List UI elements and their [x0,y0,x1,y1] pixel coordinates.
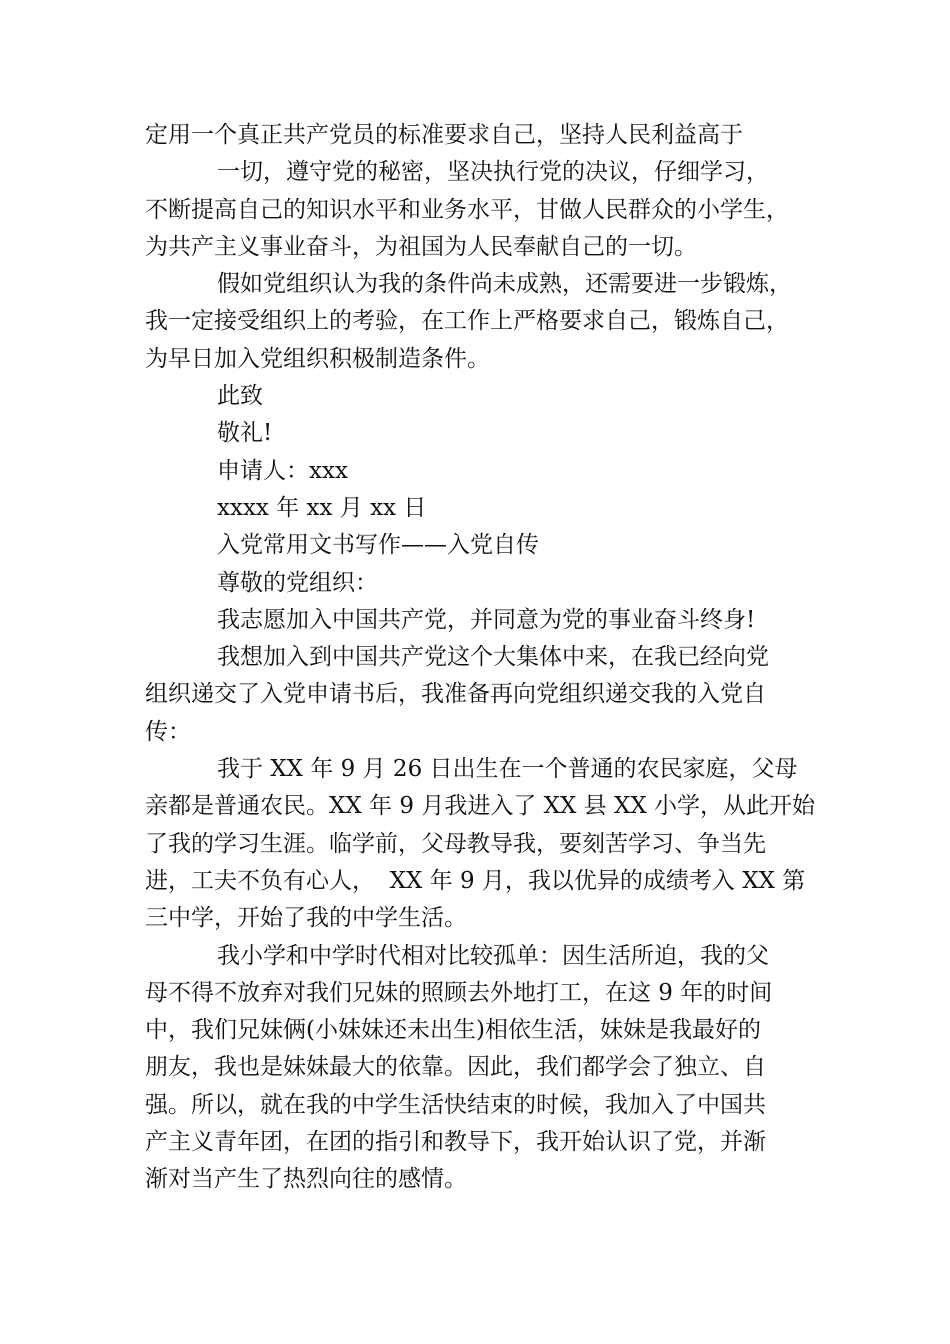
salutation: 尊敬的党组织： [217,569,378,596]
text-line: 不断提高自己的知识水平和业务水平，甘做人民群众的小学生， [145,196,789,223]
text-line: 我于 XX 年 9 月 26 日出生在一个普通的农民家庭，父母 [217,756,798,783]
text-line: 中，我们兄妹俩(小妹妹还未出生)相依生活，妹妹是我最好的 [145,1017,761,1044]
applicant-line: 申请人：xxx [217,457,348,484]
text-line: 我小学和中学时代相对比较孤单：因生活所迫，我的父 [217,942,769,969]
text-line: 我一定接受组织上的考验，在工作上严格要求自己，锻炼自己， [145,308,789,335]
text-line: 朋友，我也是妹妹最大的依靠。因此，我们都学会了独立、自 [145,1054,766,1081]
text-line: 定用一个真正共产党员的标准要求自己，坚持人民利益高于 [145,122,743,148]
text-line: 亲都是普通农民。XX 年 9 月我进入了 XX 县 XX 小学，从此开始 [145,793,816,820]
text-line: 我想加入到中国共产党这个大集体中来，在我已经向党 [217,644,769,671]
text-line: 传： [145,718,191,745]
text-line: 为共产主义事业奋斗，为祖国为人民奉献自己的一切。 [145,233,697,260]
closing-salutation: 此致 [217,383,263,410]
text-line: 组织递交了入党申请书后，我准备再向党组织递交我的入党自 [145,681,766,708]
section-title: 入党常用文书写作——入党自传 [217,532,539,559]
text-line: 产主义青年团，在团的指引和教导下，我开始认识了党，并渐 [145,1129,766,1156]
text-line: 进，工夫不负有心人， XX 年 9 月，我以优异的成绩考入 XX 第 [145,867,806,894]
text-line: 渐对当产生了热烈向往的感情。 [145,1166,467,1193]
text-line: 一切，遵守党的秘密，坚决执行党的决议，仔细学习， [217,159,769,186]
text-line: 母不得不放弃对我们兄妹的照顾去外地打工，在这 9 年的时间 [145,979,773,1006]
text-line: 我志愿加入中国共产党，并同意为党的事业奋斗终身! [217,606,756,633]
text-line: 三中学，开始了我的中学生活。 [145,905,467,932]
text-line: 为早日加入党组织积极制造条件。 [145,345,490,372]
text-line: 了我的学习生涯。临学前，父母教导我，要刻苦学习、争当先 [145,830,766,857]
date-line: xxxx 年 xx 月 xx 日 [217,494,427,521]
text-line: 假如党组织认为我的条件尚未成熟，还需要进一步锻炼， [217,271,792,298]
closing-regards: 敬礼! [217,420,273,447]
document-body [145,117,815,1199]
text-line: 强。所以，就在我的中学生活快结束的时候，我加入了中国共 [145,1091,766,1118]
